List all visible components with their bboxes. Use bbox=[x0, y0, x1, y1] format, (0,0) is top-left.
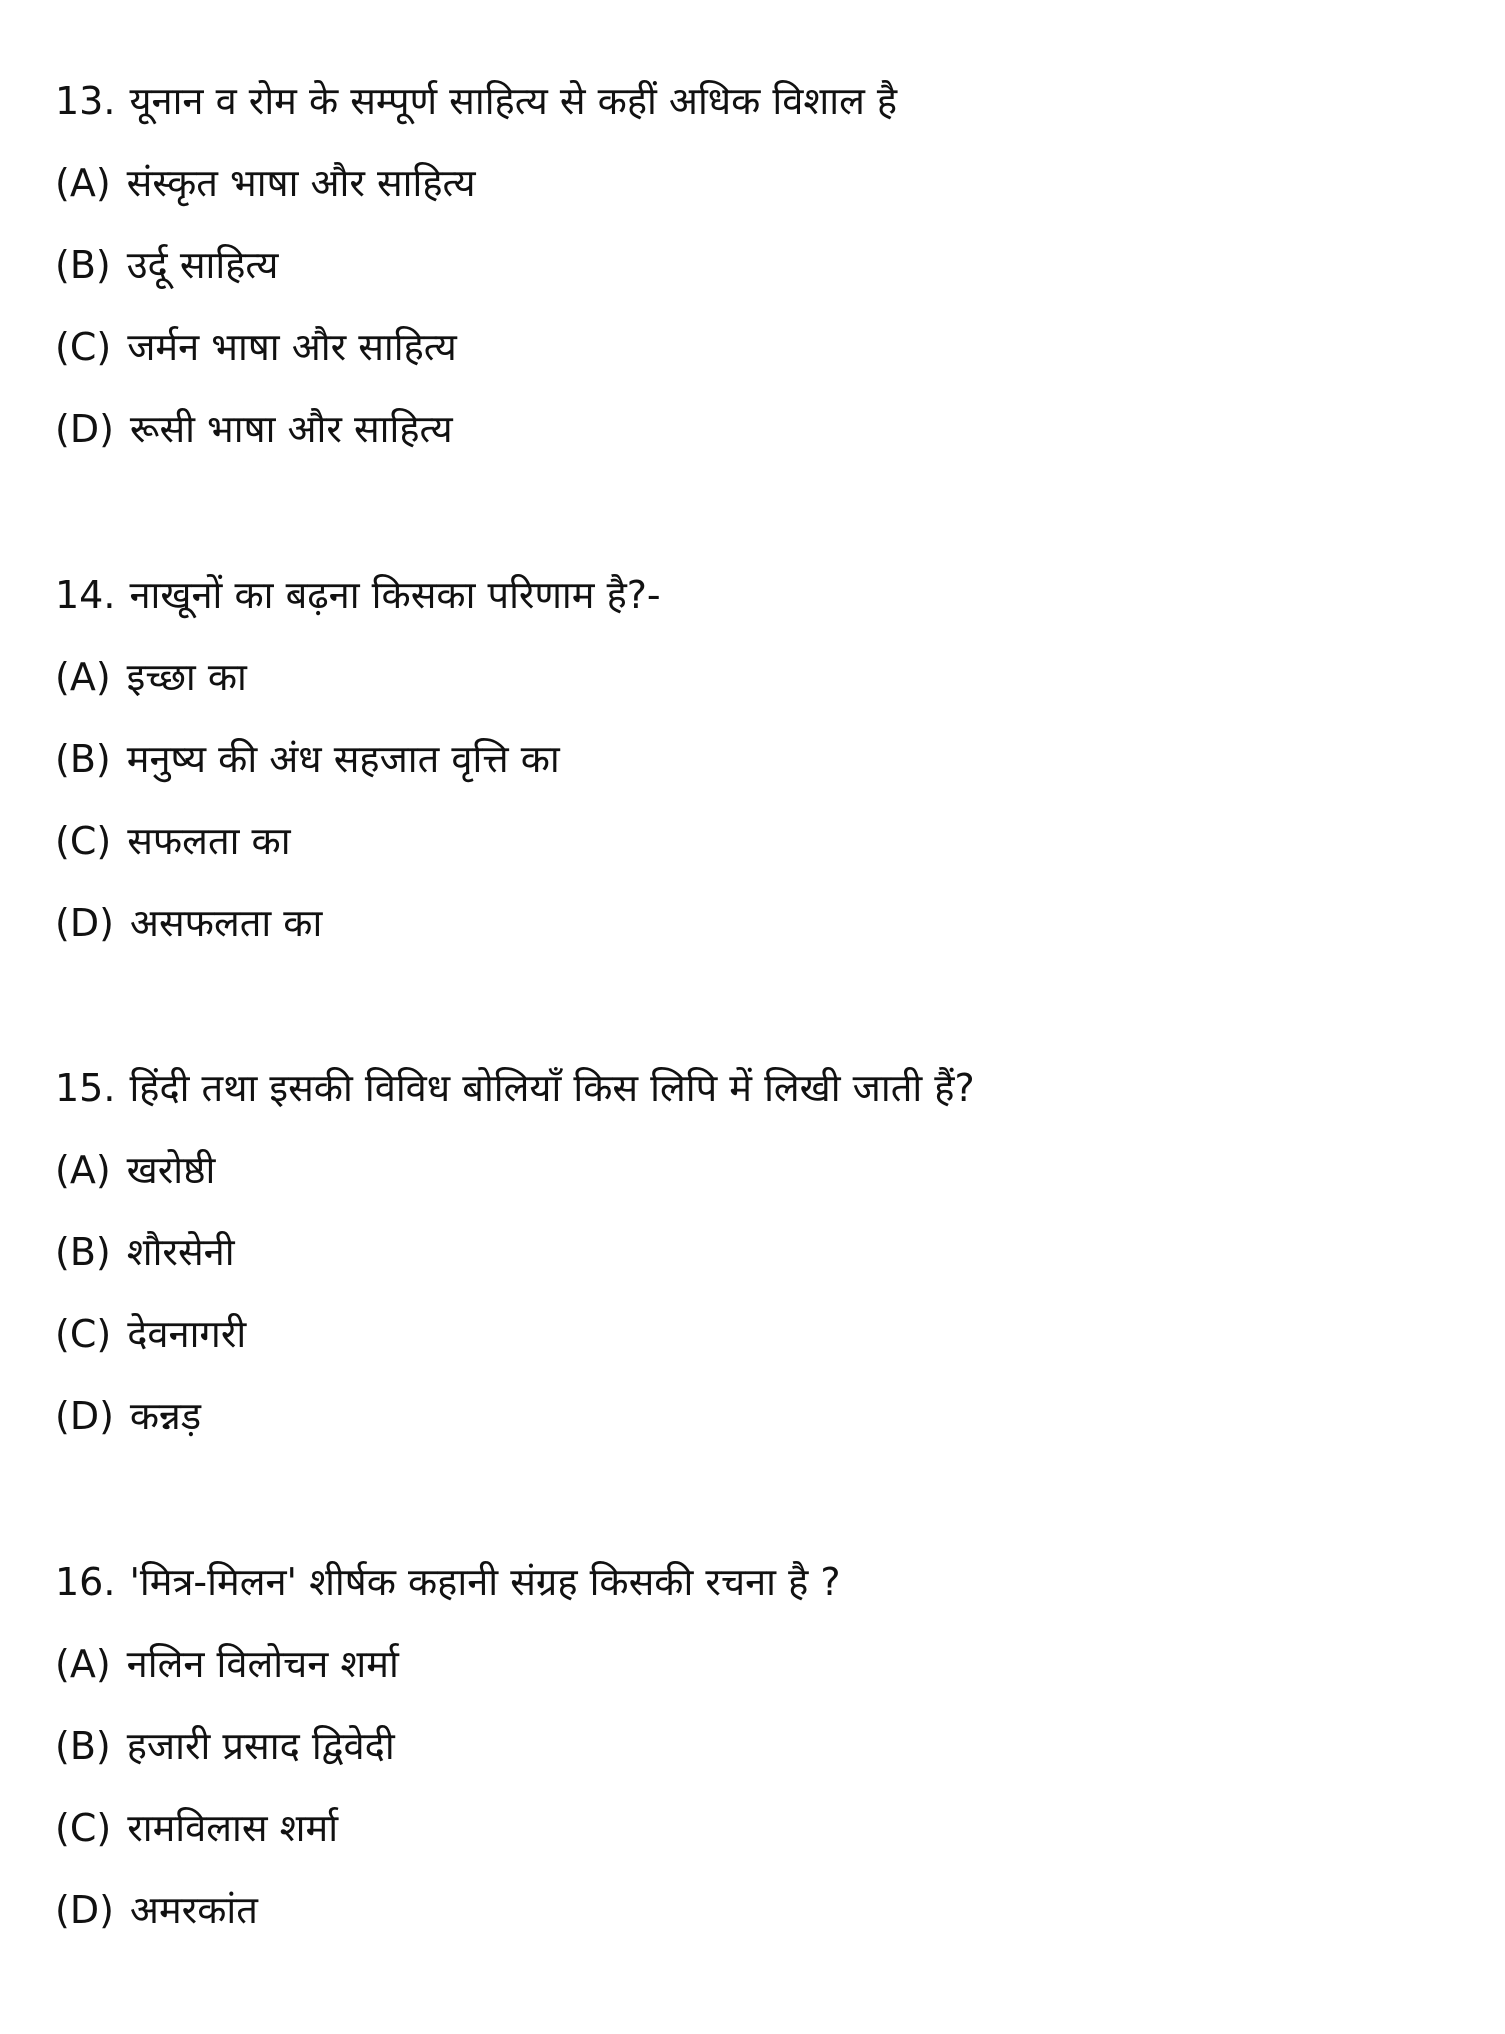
answer-option bbox=[55, 636, 661, 718]
question-block bbox=[55, 60, 897, 470]
answer-option bbox=[55, 1705, 841, 1787]
option-label: (D) bbox=[55, 1888, 114, 1932]
option-text: असफलता का bbox=[129, 901, 323, 945]
option-text: शौरसेनी bbox=[126, 1230, 235, 1274]
question-number: 13. bbox=[55, 79, 116, 123]
option-label: (A) bbox=[55, 1642, 111, 1686]
option-label: (B) bbox=[55, 737, 111, 781]
question-stem: यूनान व रोम के सम्पूर्ण साहित्य से कहीं अधिक विशाल है bbox=[129, 79, 898, 123]
option-text: कन्नड़ bbox=[129, 1394, 202, 1438]
answer-option bbox=[55, 388, 897, 470]
option-label: (D) bbox=[55, 1394, 114, 1438]
answer-option bbox=[55, 142, 897, 224]
option-label: (A) bbox=[55, 161, 111, 205]
option-text: रामविलास शर्मा bbox=[127, 1806, 339, 1850]
option-label: (C) bbox=[55, 1312, 112, 1356]
option-text: नलिन विलोचन शर्मा bbox=[126, 1642, 399, 1686]
answer-option bbox=[55, 800, 661, 882]
option-text: देवनागरी bbox=[127, 1312, 247, 1356]
option-text: संस्कृत भाषा और साहित्य bbox=[126, 161, 476, 205]
question-stem: नाखूनों का बढ़ना किसका परिणाम है?- bbox=[129, 573, 661, 617]
question-text bbox=[55, 554, 661, 636]
answer-option bbox=[55, 1623, 841, 1705]
answer-option bbox=[55, 1293, 975, 1375]
option-text: खरोष्ठी bbox=[126, 1148, 216, 1192]
answer-option bbox=[55, 224, 897, 306]
answer-option bbox=[55, 718, 661, 800]
answer-option bbox=[55, 1129, 975, 1211]
option-text: अमरकांत bbox=[129, 1888, 258, 1932]
option-text: रूसी भाषा और साहित्य bbox=[129, 407, 453, 451]
option-text: इच्छा का bbox=[126, 655, 247, 699]
option-label: (C) bbox=[55, 325, 112, 369]
option-text: सफलता का bbox=[127, 819, 291, 863]
option-label: (C) bbox=[55, 1806, 112, 1850]
question-text bbox=[55, 1047, 975, 1129]
option-label: (D) bbox=[55, 407, 114, 451]
option-label: (A) bbox=[55, 1148, 111, 1192]
question-block bbox=[55, 1541, 841, 1951]
question-block bbox=[55, 1047, 975, 1457]
answer-option bbox=[55, 306, 897, 388]
option-label: (B) bbox=[55, 1230, 111, 1274]
question-number: 14. bbox=[55, 573, 116, 617]
answer-option bbox=[55, 1375, 975, 1457]
option-text: उर्दू साहित्य bbox=[126, 243, 279, 287]
option-text: जर्मन भाषा और साहित्य bbox=[127, 325, 457, 369]
question-text bbox=[55, 1541, 841, 1623]
question-stem: 'मित्र-मिलन' शीर्षक कहानी संग्रह किसकी रचना है ? bbox=[129, 1560, 841, 1604]
option-label: (C) bbox=[55, 819, 112, 863]
answer-option bbox=[55, 882, 661, 964]
option-text: मनुष्य की अंध सहजात वृत्ति का bbox=[126, 737, 560, 781]
option-label: (B) bbox=[55, 1724, 111, 1768]
question-number: 15. bbox=[55, 1066, 116, 1110]
question-block bbox=[55, 554, 661, 964]
answer-option bbox=[55, 1787, 841, 1869]
answer-option bbox=[55, 1869, 841, 1951]
option-label: (A) bbox=[55, 655, 111, 699]
question-text bbox=[55, 60, 897, 142]
answer-option bbox=[55, 1211, 975, 1293]
option-label: (D) bbox=[55, 901, 114, 945]
question-number: 16. bbox=[55, 1560, 116, 1604]
question-stem: हिंदी तथा इसकी विविध बोलियाँ किस लिपि में लिखी जाती हैं? bbox=[129, 1066, 975, 1110]
option-text: हजारी प्रसाद द्विवेदी bbox=[126, 1724, 395, 1768]
option-label: (B) bbox=[55, 243, 111, 287]
